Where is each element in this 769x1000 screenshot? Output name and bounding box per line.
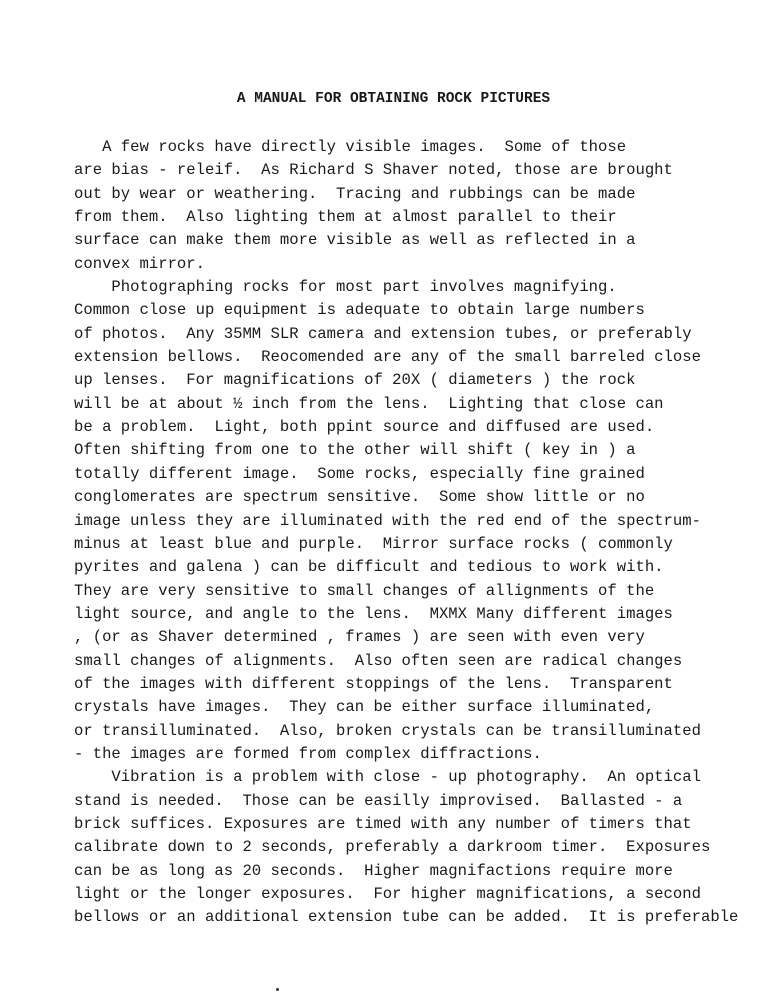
text-line: crystals have images. They can be either surface illuminated,	[74, 698, 655, 717]
text-line: image unless they are illuminated with the red end of the spectrum-	[74, 511, 701, 530]
text-line: be a problem. Light, both ppint source and diffused are used.	[74, 418, 655, 437]
text-line: brick suffices. Exposures are timed with any number of timers that	[74, 814, 692, 833]
text-line: from them. Also lighting them at almost parallel to their	[74, 208, 617, 227]
text-line: of photos. Any 35MM SLR camera and extension tubes, or preferably	[74, 324, 692, 343]
text-line: will be at about ½ inch from the lens. Lighting that close can	[74, 394, 664, 413]
text-line: surface can make them more visible as well as reflected in a	[74, 231, 636, 250]
text-line: minus at least blue and purple. Mirror surface rocks ( commonly	[74, 534, 673, 553]
text-line: light source, and angle to the lens. MXMX Many different images	[74, 604, 673, 623]
text-line: up lenses. For magnifications of 20X ( diameters ) the rock	[74, 371, 636, 390]
text-line: of the images with different stoppings of the lens. Transparent	[74, 674, 673, 693]
text-line: totally different image. Some rocks, especially fine grained	[74, 464, 645, 483]
text-line: calibrate down to 2 seconds, preferably a darkroom timer. Exposures	[74, 838, 711, 857]
text-line: convex mirror.	[74, 254, 206, 273]
text-line: A few rocks have directly visible images. Some of those	[74, 138, 627, 156]
text-line: stand is needed. Those can be easilly improvised. Ballasted - a	[74, 791, 683, 810]
document-title: A MANUAL FOR OBTAINING ROCK PICTURES	[236, 91, 551, 107]
text-line: Often shifting from one to the other will shift ( key in ) a	[74, 441, 636, 460]
text-line: pyrites and galena ) can be difficult and tedious to work with.	[74, 558, 664, 577]
text-line: bellows or an additional extension tube can be added. It is preferable	[74, 908, 739, 927]
stray-mark	[276, 988, 279, 991]
text-line: small changes of alignments. Also often seen are radical changes	[74, 651, 683, 670]
text-line: - the images are formed from complex diffractions.	[74, 744, 542, 763]
text-line: Vibration is a problem with close - up photography. An optical	[74, 768, 701, 787]
body-text	[74, 136, 754, 930]
text-line: Photographing rocks for most part involves magnifying.	[74, 278, 617, 297]
text-line: Common close up equipment is adequate to obtain large numbers	[74, 301, 645, 320]
text-line: extension bellows. Reocomended are any of the small barreled close	[74, 348, 701, 367]
text-line: are bias - releif. As Richard S Shaver noted, those are brought	[74, 161, 673, 180]
text-line: conglomerates are spectrum sensitive. Some show little or no	[74, 488, 645, 507]
text-line: can be as long as 20 seconds. Higher magnifactions require more	[74, 861, 673, 880]
text-line: out by wear or weathering. Tracing and rubbings can be made	[74, 184, 636, 203]
text-line: light or the longer exposures. For higher magnifications, a second	[74, 885, 701, 903]
text-line: , (or as Shaver determined , frames ) are seen with even very	[74, 628, 645, 647]
text-line: or transilluminated. Also, broken crystals can be transilluminated	[74, 721, 701, 740]
text-line: They are very sensitive to small changes of allignments of the	[74, 581, 655, 600]
